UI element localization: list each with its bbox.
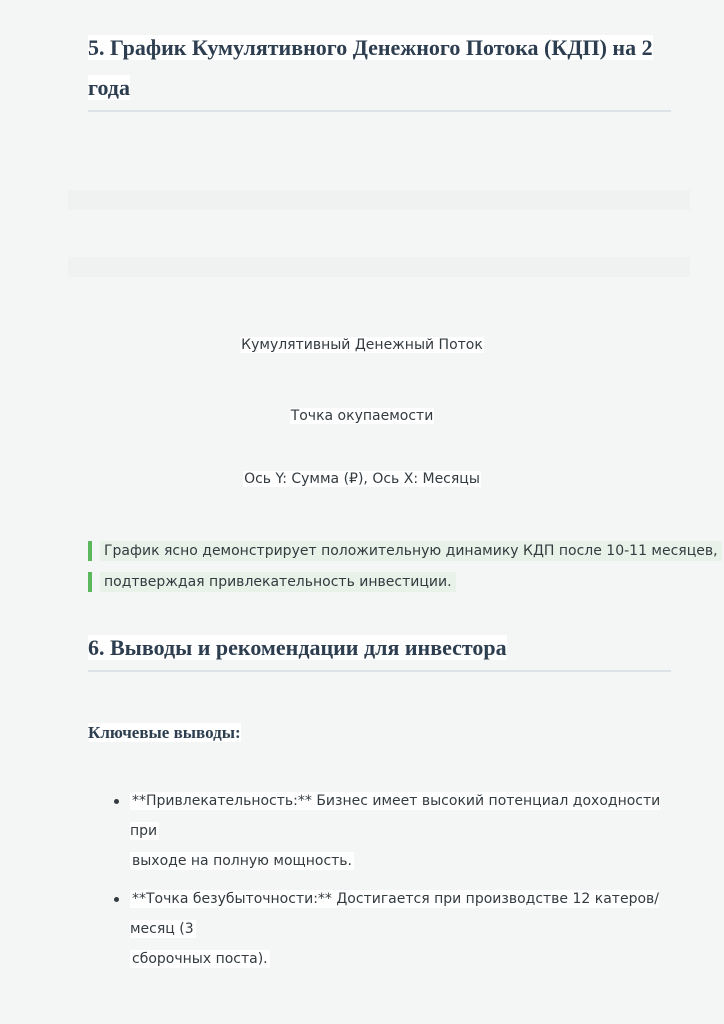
list-item-text-line-1: **Точка безубыточности:** Достигается при производстве 12 катеров/месяц (3	[130, 891, 659, 937]
section-6-heading: 6. Выводы и рекомендации для инвестора	[88, 628, 671, 672]
section-5-heading-line-2: года	[88, 75, 130, 100]
bullet-dot-icon	[114, 897, 119, 902]
callout-line	[88, 569, 668, 600]
key-findings-subheading: Ключевые выводы:	[88, 723, 241, 742]
callout-accent-bar	[88, 541, 92, 561]
axes-caption: Ось Y: Сумма (₽), Ось X: Месяцы	[244, 471, 480, 487]
callout-text-line-2: подтверждая привлекательность инвестиции.	[100, 572, 456, 592]
section-5-heading	[88, 28, 671, 112]
callout-note	[88, 538, 718, 600]
chart-placeholder-band-bottom	[68, 257, 690, 277]
chart-placeholder-band-top	[68, 190, 690, 210]
list-item-text-line-2: сборочных поста).	[132, 951, 268, 967]
chart-title: Кумулятивный Денежный Поток	[241, 337, 483, 353]
section-5-heading-line-1: 5. График Кумулятивного Денежного Потока (КДП) на 2	[88, 35, 653, 60]
bullet-dot-icon	[114, 799, 119, 804]
list-item-text-line-1: **Привлекательность:** Бизнес имеет высокий потенциал доходности при	[130, 793, 661, 839]
callout-line	[88, 538, 718, 569]
payback-point-label: Точка окупаемости	[290, 408, 434, 424]
list-item-text-line-2: выходе на полную мощность.	[132, 853, 353, 869]
callout-accent-bar	[88, 572, 92, 592]
callout-text-line-1: График ясно демонстрирует положительную динамику КДП после 10-11 месяцев,	[100, 541, 722, 561]
